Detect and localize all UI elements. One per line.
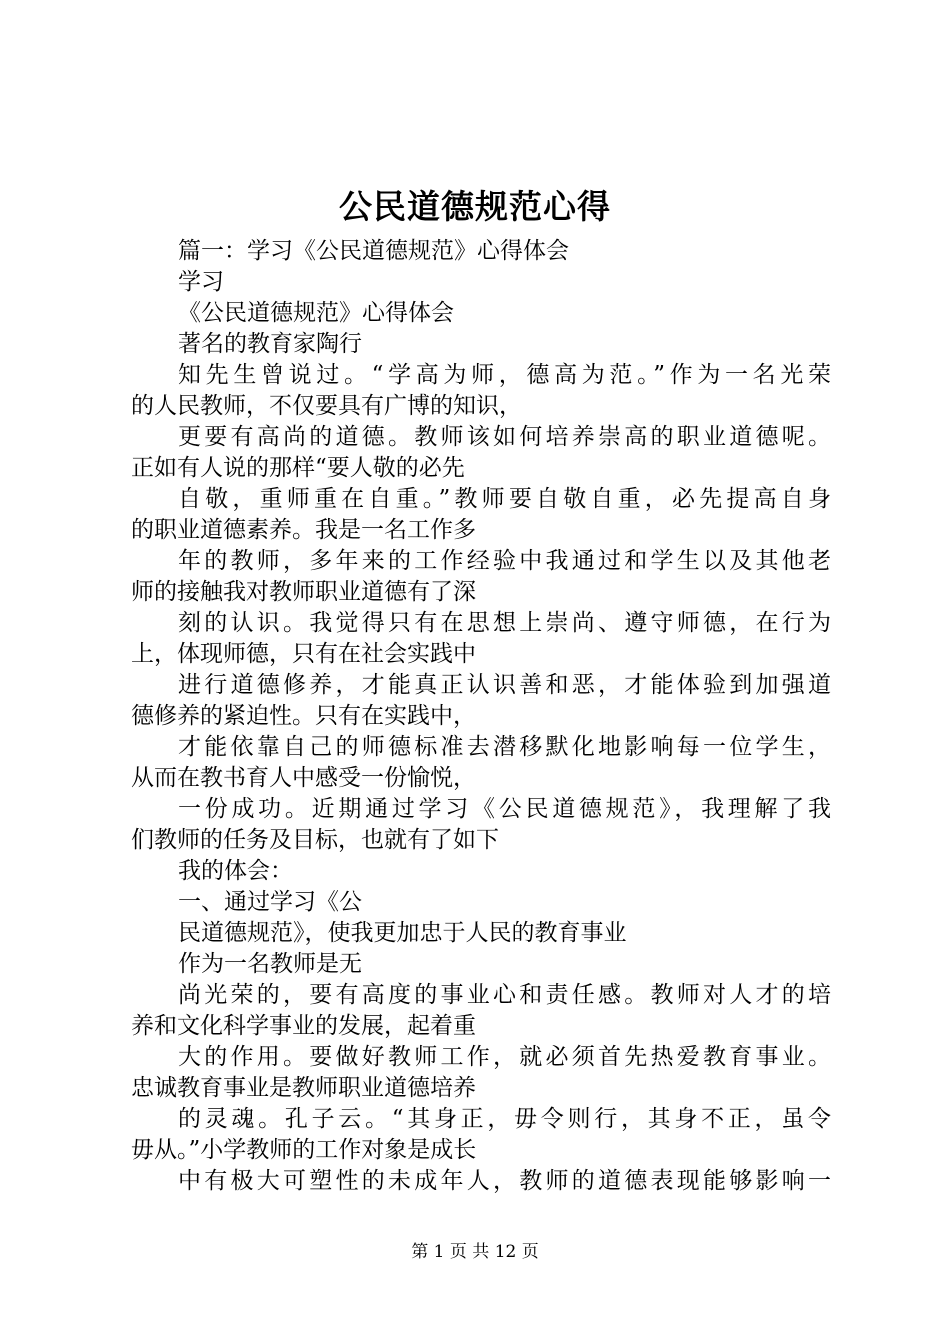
text-line: 们教师的任务及目标，也就有了如下 bbox=[131, 827, 499, 853]
text-line: 尚光荣的，要有高度的事业心和责任感。教师对人才的培 bbox=[178, 982, 831, 1008]
text-line: 师的接触我对教师职业道德有了深 bbox=[131, 579, 476, 605]
text-line: 民道德规范》，使我更加忠于人民的教育事业 bbox=[178, 920, 627, 946]
text-line: 毋从。”小学教师的工作对象是成长 bbox=[131, 1137, 477, 1163]
text-line: 更要有高尚的道德。教师该如何培养崇高的职业道德呢。 bbox=[178, 424, 831, 450]
text-line: 的灵魂。孔子云。“其身正，毋令则行，其身不正，虽令 bbox=[178, 1106, 831, 1132]
text-line: 上，体现师德，只有在社会实践中 bbox=[131, 641, 476, 667]
text-line: 刻的认识。我觉得只有在思想上崇尚、遵守师德，在行为 bbox=[178, 610, 831, 636]
text-line: 著名的教育家陶行 bbox=[178, 331, 362, 357]
page-footer: 第 1 页 共 12 页 bbox=[411, 1242, 539, 1262]
text-line: 德修养的紧迫性。只有在实践中， bbox=[131, 703, 476, 729]
text-line: 我的体会： bbox=[178, 858, 293, 884]
text-line: 的职业道德素养。我是一名工作多 bbox=[131, 517, 476, 543]
text-line: 从而在教书育人中感受一份愉悦， bbox=[131, 765, 476, 791]
text-line: 年的教师，多年来的工作经验中我通过和学生以及其他老 bbox=[178, 548, 831, 574]
text-line: 才能依靠自己的师德标准去潜移默化地影响每一位学生， bbox=[178, 734, 831, 760]
page-title: 公民道德规范心得 bbox=[339, 187, 611, 226]
text-line: 中有极大可塑性的未成年人，教师的道德表现能够影响一 bbox=[178, 1168, 831, 1194]
text-line: 进行道德修养，才能真正认识善和恶，才能体验到加强道 bbox=[178, 672, 831, 698]
text-line: 知先生曾说过。“学高为师，德高为范。”作为一名光荣 bbox=[178, 362, 831, 388]
text-line: 大的作用。要做好教师工作，就必须首先热爱教育事业。 bbox=[178, 1044, 831, 1070]
text-line: 自敬，重师重在自重。”教师要自敬自重，必先提高自身 bbox=[178, 486, 831, 512]
text-line: 一、通过学习《公 bbox=[178, 889, 362, 915]
text-line: 养和文化科学事业的发展，起着重 bbox=[131, 1013, 476, 1039]
text-line: 忠诚教育事业是教师职业道德培养 bbox=[131, 1075, 476, 1101]
text-line: 《公民道德规范》心得体会 bbox=[178, 300, 454, 326]
text-line: 篇一：学习《公民道德规范》心得体会 bbox=[178, 238, 569, 264]
text-line: 学习 bbox=[178, 269, 224, 295]
text-line: 作为一名教师是无 bbox=[178, 951, 362, 977]
text-line: 正如有人说的那样“要人敬的必先 bbox=[131, 455, 465, 481]
text-line: 一份成功。近期通过学习《公民道德规范》，我理解了我 bbox=[178, 796, 831, 822]
body-text bbox=[131, 236, 831, 1197]
text-line: 的人民教师，不仅要具有广博的知识， bbox=[131, 393, 522, 419]
